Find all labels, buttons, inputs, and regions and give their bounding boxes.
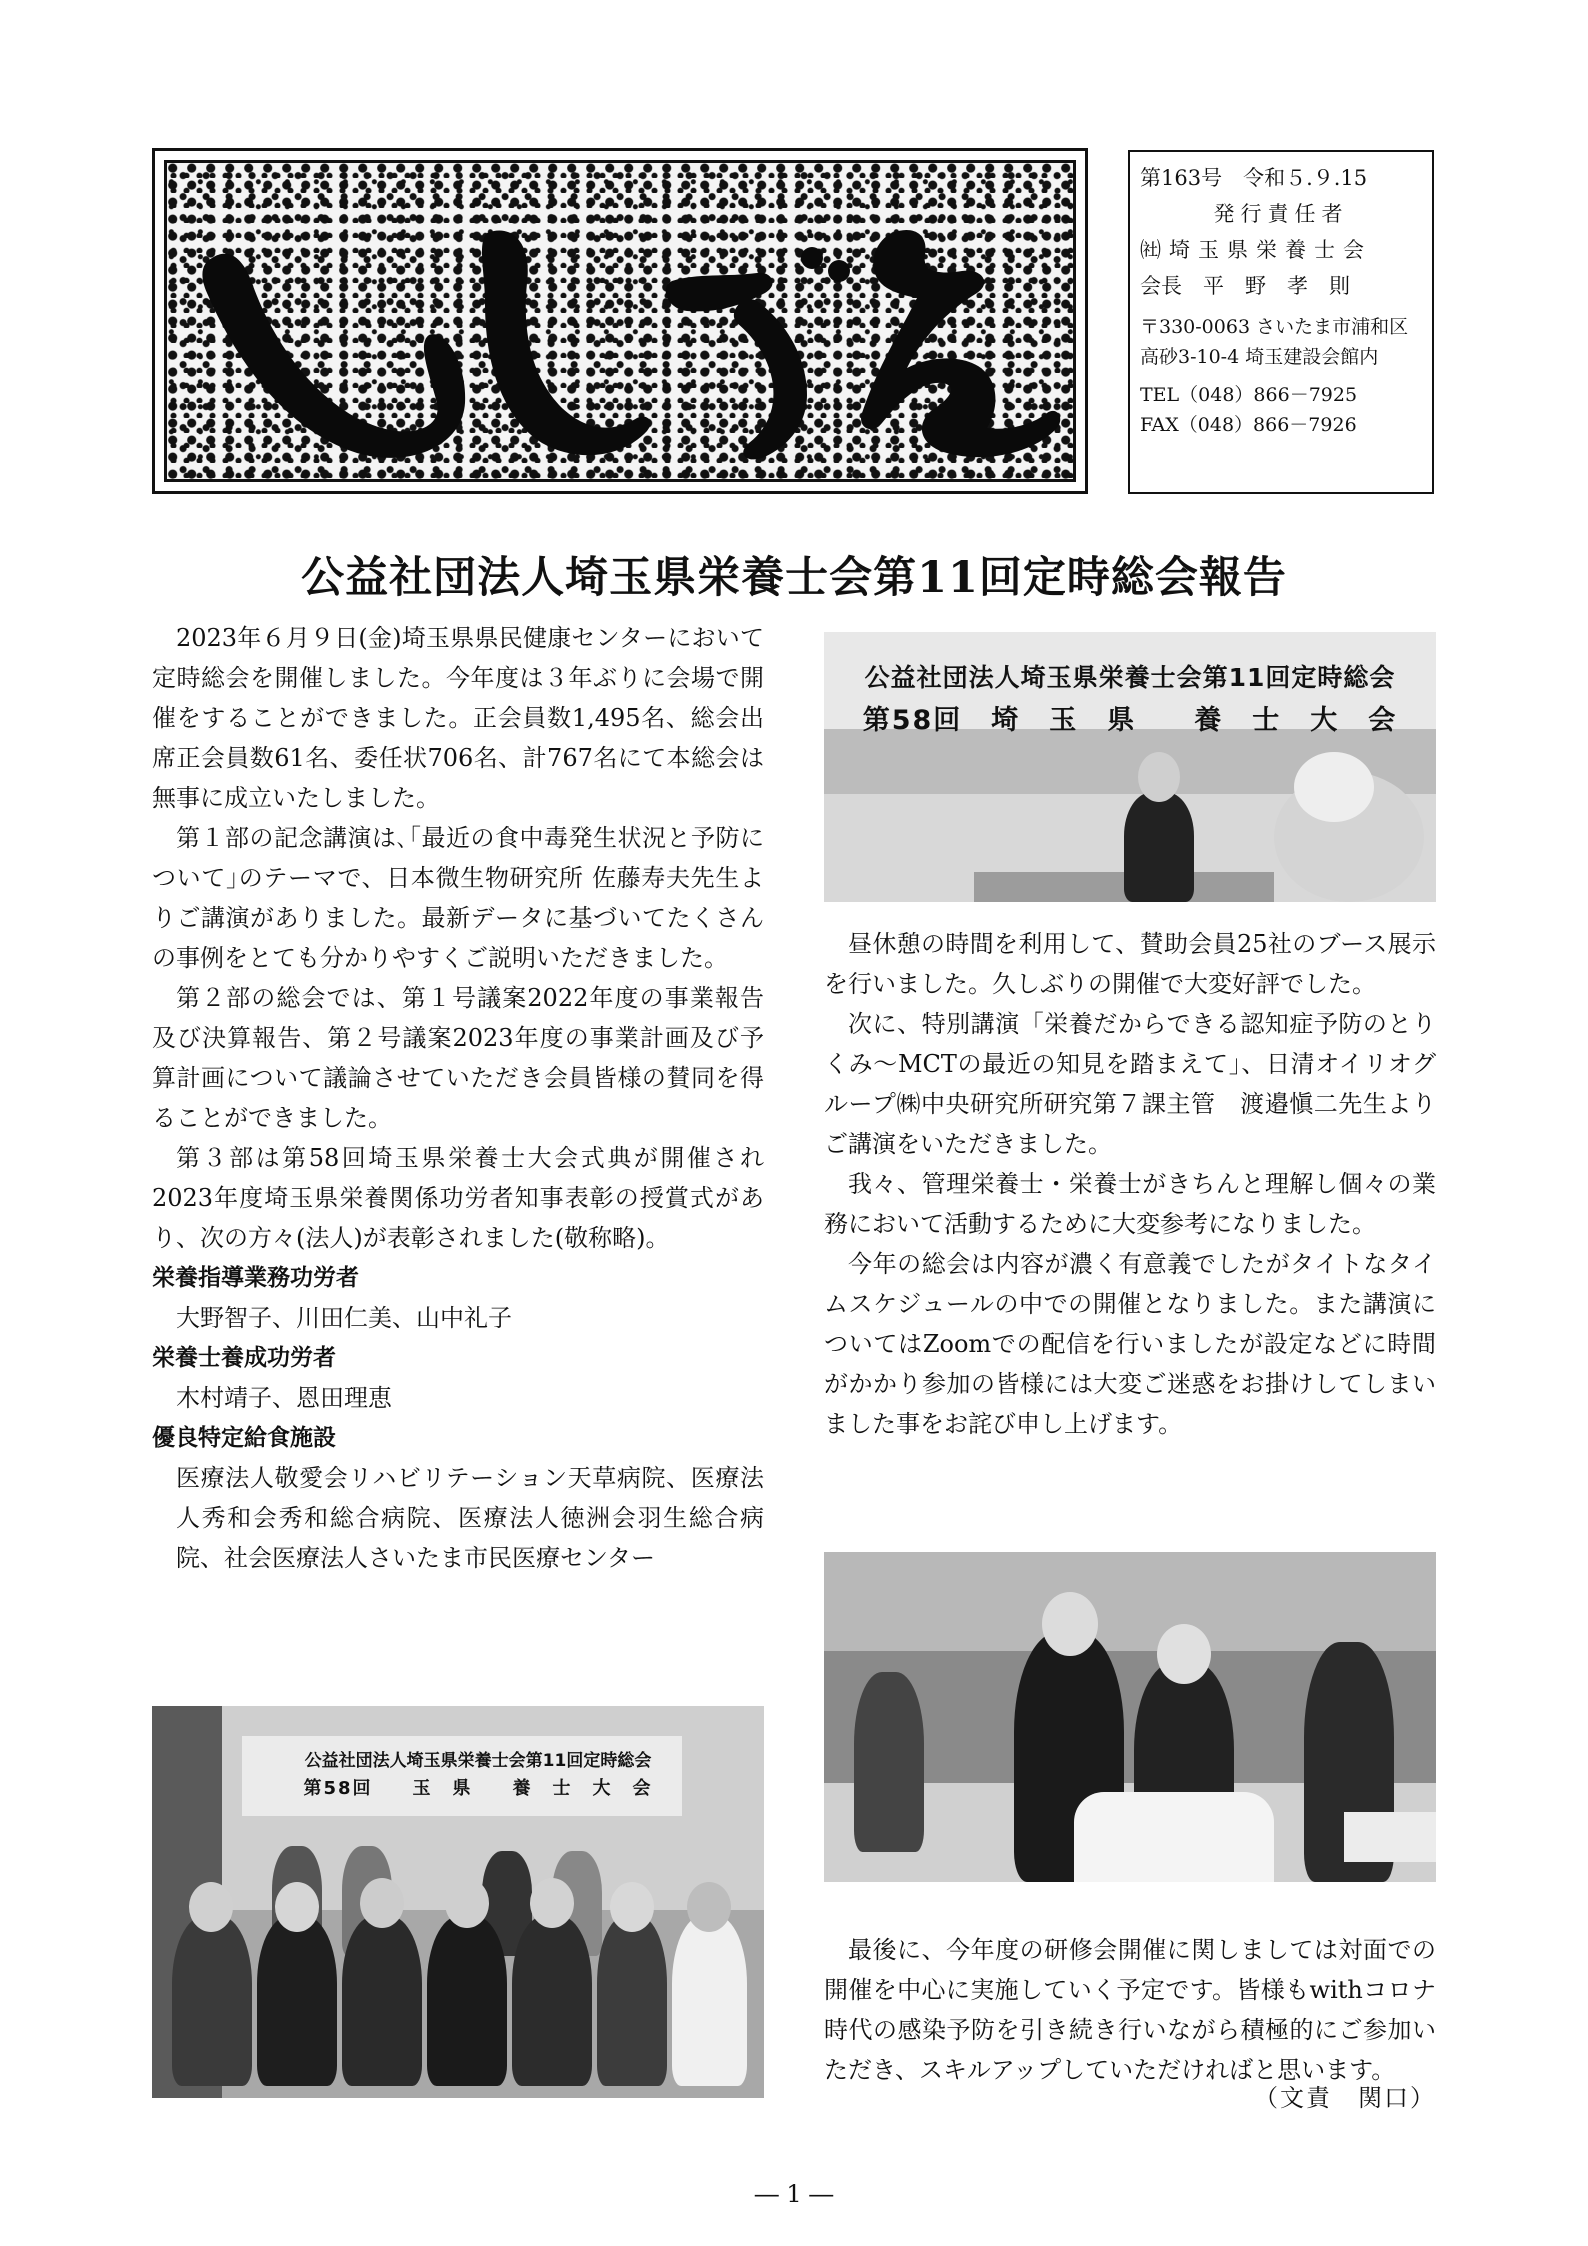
- paragraph-reference: 我々、管理栄養士・栄養士がきちんと理解し個々の業務において活動するために大変参考になりました。: [824, 1170, 1436, 1238]
- paragraph-general-meeting: 2023年６月９日(金)埼玉県県民健康センターにおいて定時総会を開催しました。今年度は３年ぶりに会場で開催をすることができました。正会員数1,495名、総会出席正会員数61名、委任状706名、計767名にて本総会は無事に成立いたしました。: [152, 624, 764, 812]
- booth-photo: [824, 1552, 1436, 1882]
- left-column: [152, 618, 764, 1578]
- speaker-photo-banner-2: 第58回 埼 玉 県 養 士 大 会: [862, 705, 1398, 736]
- tel-number: TEL（048）866－7925: [1140, 384, 1358, 406]
- award-heading-1: 栄養指導業務功労者: [152, 1265, 359, 1291]
- group-photo-banner-1: 公益社団法人埼玉県栄養士会第11回定時総会: [304, 1751, 652, 1771]
- address-line-2: 高砂3-10-4 埼玉建設会館内: [1140, 346, 1379, 368]
- paragraph-part3: 第３部は第58回埼玉県栄養士大会式典が開催され2023年度埼玉県栄養関係功労者知事表彰の授賞式があり、次の方々(法人)が表彰されました(敬称略)。: [152, 1144, 764, 1252]
- speaker-photo: [824, 632, 1436, 902]
- president-name: 会長 平 野 孝 則: [1140, 274, 1350, 298]
- group-photo: [152, 1706, 764, 2098]
- organization-name: ㈳埼玉県栄養士会: [1140, 238, 1372, 262]
- paragraph-part1: 第１部の記念講演は､｢最近の食中毒発生状況と予防について｣のテーマで、日本微生物研究所 佐藤寿夫先生よりご講演がありました。最新データに基づいてたくさんの事例をとても分かりやすくご説明いただきました。: [152, 824, 764, 972]
- speaker-photo-banner-1: 公益社団法人埼玉県栄養士会第11回定時総会: [864, 663, 1396, 692]
- page-number: ― 1 ―: [754, 2180, 834, 2208]
- paragraph-booth: 昼休憩の時間を利用して、賛助会員25社のブース展示を行いました。久しぶりの開催で大変好評でした。: [824, 930, 1436, 998]
- group-photo-banner-2: 第58回 玉 県 養 士 大 会: [303, 1778, 653, 1799]
- award-names-1: 大野智子、川田仁美、山中礼子: [176, 1304, 512, 1332]
- issue-info-box: [1128, 150, 1434, 494]
- award-heading-2: 栄養士養成功労者: [152, 1345, 336, 1371]
- masthead-logo-frame: [152, 148, 1088, 494]
- masthead-logo: [164, 160, 1076, 482]
- fax-number: FAX（048）866－7926: [1140, 414, 1357, 436]
- address-line-1: 〒330-0063 さいたま市浦和区: [1140, 316, 1409, 338]
- article-title: 公益社団法人埼玉県栄養士会第11回定時総会報告: [301, 553, 1287, 603]
- right-column-lower: [824, 1930, 1436, 2090]
- award-names-2: 木村靖子、恩田理恵: [176, 1384, 392, 1412]
- award-heading-3: 優良特定給食施設: [152, 1425, 336, 1451]
- paragraph-schedule: 今年の総会は内容が濃く有意義でしたがタイトなタイムスケジュールの中での開催となりました。また講演についてはZoomでの配信を行いましたが設定などに時間がかかり参加の皆様には大変ご迷惑をお掛けしてしまいました事をお詫び申し上げます。: [824, 1250, 1436, 1438]
- calligraphy-logo: [167, 163, 1076, 482]
- paragraph-special-lecture: 次に、特別講演「栄養だからできる認知症予防のとりくみ～MCTの最近の知見を踏まえて」、日清オイリオグループ㈱中央研究所研究第７課主管 渡邉愼二先生よりご講演をいただきました。: [824, 1010, 1436, 1158]
- author-signature: （文責 関口）: [1254, 2084, 1436, 2112]
- right-column-upper: [824, 924, 1436, 1444]
- publisher-label: 発行責任者: [1213, 202, 1349, 226]
- paragraph-part2: 第２部の総会では、第１号議案2022年度の事業報告及び決算報告、第２号議案2023年度の事業計画及び予算計画について議論させていただき会員皆様の賛同を得ることができました。: [152, 984, 764, 1132]
- issue-line: 第163号 令和５.９.15: [1140, 166, 1368, 190]
- award-names-3: 医療法人敬愛会リハビリテーション天草病院、医療法人秀和会秀和総合病院、医療法人徳洲会羽生総合病院、社会医療法人さいたま市民医療センター: [176, 1464, 764, 1572]
- paragraph-closing: 最後に、今年度の研修会開催に関しましては対面での開催を中心に実施していく予定です。皆様もwithコロナ時代の感染予防を引き続き行いながら積極的にご参加いただき、スキルアップしていただければと思います。: [824, 1936, 1436, 2084]
